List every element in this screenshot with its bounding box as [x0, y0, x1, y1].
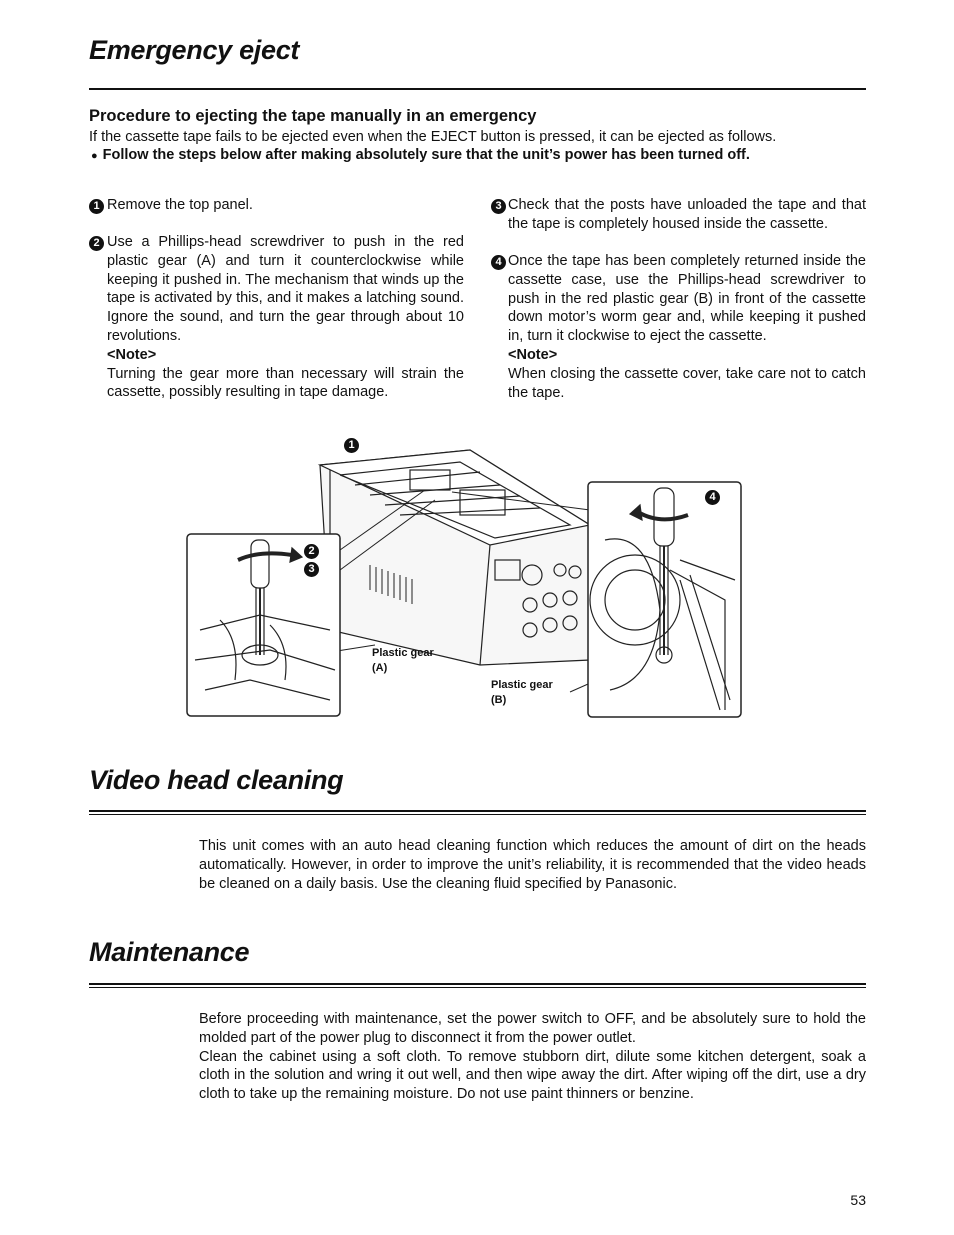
maintenance-paragraph-1: Before proceeding with maintenance, set the power switch to OFF, and be absolutely sure to hold the molded part of the power plug to disconnect it from the power outlet. [199, 1011, 866, 1046]
label-plastic-gear-a [372, 646, 434, 676]
label-plastic-gear-b [491, 678, 553, 708]
figure-callout-2: 2 [304, 544, 319, 559]
inset-gear-b [588, 482, 741, 717]
video-head-body: This unit comes with an auto head cleaning function which reduces the amount of dirt on the heads automatically. However, in order to improve the unit’s reliability, it is recommended that the video heads be cleaned on a daily basis. Use the cleaning fluid specified by Panasonic. [199, 838, 866, 892]
gear-b-label-line1: Plastic gear [491, 679, 553, 691]
procedure-subtitle: Procedure to ejecting the tape manually in an emergency [89, 107, 537, 125]
intro-text: If the cassette tape fails to be ejected even when the EJECT button is pressed, it can be ejected as follows. [89, 129, 777, 145]
section-title-maintenance: Maintenance [89, 937, 250, 967]
step-3-number: 3 [491, 199, 506, 214]
step-2-note-label: <Note> [107, 346, 157, 363]
gear-b-label-line2: (B) [491, 694, 507, 706]
section-title-emergency-eject: Emergency eject [89, 35, 300, 65]
step-4-note-label: <Note> [508, 346, 558, 363]
figure-callout-4: 4 [705, 490, 720, 505]
video-head-rule [89, 810, 866, 815]
vtr-unit-drawing [320, 450, 590, 665]
step-3-text: Check that the posts have unloaded the tape and that the tape is completely housed inside the cassette. [508, 197, 866, 232]
step-2-text: Use a Phillips-head screwdriver to push in the red plastic gear (A) and turn it counterclockwise while keeping it pushed in. The mechanism that winds up the tape is activated by this, and it makes a latching sound. Ignore the sound, and turn the gear through about 10 revolutions. [107, 234, 464, 344]
gear-a-label-line1: Plastic gear [372, 647, 434, 659]
title-rule [89, 88, 866, 90]
vtr-illustration [180, 430, 750, 725]
step-4-text: Once the tape has been completely returned inside the cassette case, use the Phillips-head screwdriver to push in the red plastic gear (B) in front of the cassette down motor’s worm gear and, while keeping it pushed in, turn it clockwise to eject the cassette. [508, 253, 866, 345]
warning-bullet: ● [91, 150, 98, 162]
step-2-block [107, 233, 464, 402]
figure-callout-1: 1 [344, 438, 359, 453]
inset-gear-a [187, 534, 340, 716]
emergency-eject-figure [180, 430, 750, 725]
step-1-number: 1 [89, 199, 104, 214]
warning-text: Follow the steps below after making absolutely sure that the unit’s power has been turned off. [102, 147, 750, 163]
step-2-number: 2 [89, 236, 104, 251]
figure-callout-3: 3 [304, 562, 319, 577]
step-4-number: 4 [491, 255, 506, 270]
maintenance-paragraph-2: Clean the cabinet using a soft cloth. To remove stubborn dirt, dilute some kitchen detergent, soak a cloth in the solution and wring it out well, and then wipe away the dirt. After wiping off the dirt, use a dry cloth to take up the remaining moisture. Do not use paint thinners or benzine. [199, 1048, 866, 1103]
step-1-text: Remove the top panel. [107, 197, 253, 213]
page-number: 53 [850, 1192, 866, 1208]
step-4-block [508, 252, 866, 402]
section-title-video-head-cleaning: Video head cleaning [89, 765, 344, 795]
step-4-note: When closing the cassette cover, take care not to catch the tape. [508, 365, 866, 401]
maintenance-body [199, 1010, 866, 1104]
step-2-note: Turning the gear more than necessary will strain the cassette, possibly resulting in tape damage. [107, 365, 464, 401]
gear-a-label-line2: (A) [372, 662, 388, 674]
maintenance-rule [89, 983, 866, 988]
warning-line [91, 147, 866, 163]
